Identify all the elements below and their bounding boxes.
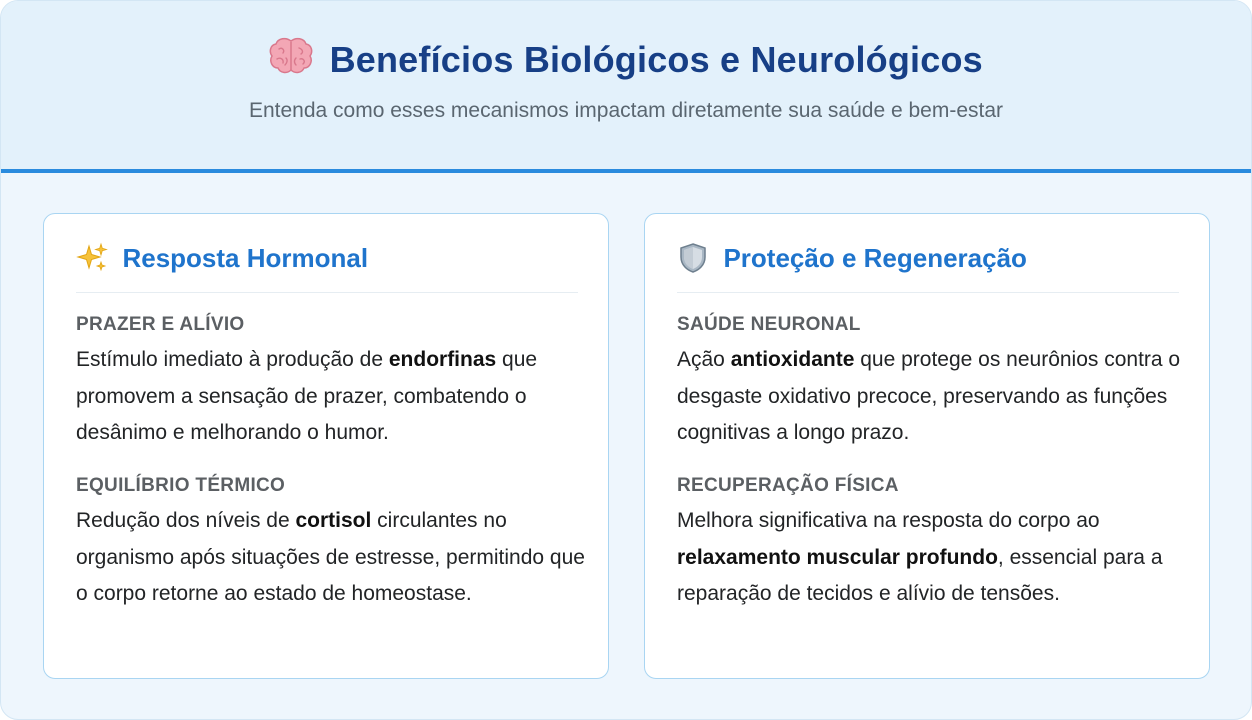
section-pleasure-relief: [76, 314, 588, 452]
section-text: [76, 503, 588, 613]
section-physical-recovery: [677, 475, 1189, 613]
highlight-term: antioxidante: [730, 348, 855, 371]
section-label: EQUILÍBRIO TÉRMICO: [76, 475, 286, 496]
text-part: , essencial para a reparação de tecidos e alívio de tensões.: [677, 545, 1163, 605]
section-thermal-balance: [76, 475, 588, 613]
text-part: Melhora significativa na resposta do corpo ao: [677, 509, 1100, 532]
text-part: Estímulo imediato à produção de: [76, 348, 389, 371]
section-neuronal-health: [677, 314, 1189, 452]
highlight-term: cortisol: [295, 509, 372, 532]
text-part: circulantes no organismo após situações de estresse, permitindo que o corpo retorne ao estado de homeostase.: [76, 509, 585, 605]
card-header: [677, 242, 1179, 293]
page-title: Benefícios Biológicos e Neurológicos: [329, 39, 983, 80]
brain-icon: [269, 37, 313, 75]
card-title: Proteção e Regeneração: [723, 242, 1027, 273]
section-label: RECUPERAÇÃO FÍSICA: [677, 475, 899, 496]
page-subtitle: Entenda como esses mecanismos impactam diretamente sua saúde e bem-estar: [248, 99, 1004, 122]
shield-icon: [677, 242, 709, 274]
title-row: [1, 39, 1251, 81]
sparkles-icon: [76, 242, 108, 274]
highlight-term: endorfinas: [388, 348, 497, 371]
card-header: [76, 242, 578, 293]
card-title: Resposta Hormonal: [122, 242, 369, 273]
section-text: [677, 342, 1189, 452]
section-text: [677, 503, 1189, 613]
text-part: que promovem a sensação de prazer, combatendo o desânimo e melhorando o humor.: [76, 348, 538, 444]
highlight-term: relaxamento muscular profundo: [677, 545, 998, 569]
header: [1, 1, 1251, 173]
text-part: Ação: [677, 348, 731, 371]
section-text: [76, 342, 588, 452]
section-label: PRAZER E ALÍVIO: [76, 314, 245, 335]
text-part: Redução dos níveis de: [76, 509, 296, 532]
section-label: SAÚDE NEURONAL: [677, 314, 861, 335]
card-protection-regeneration: [644, 213, 1210, 679]
text-part: que protege os neurônios contra o desgaste oxidativo precoce, preservando as funções cognitivas a longo prazo.: [677, 348, 1181, 444]
card-hormonal-response: [43, 213, 609, 679]
